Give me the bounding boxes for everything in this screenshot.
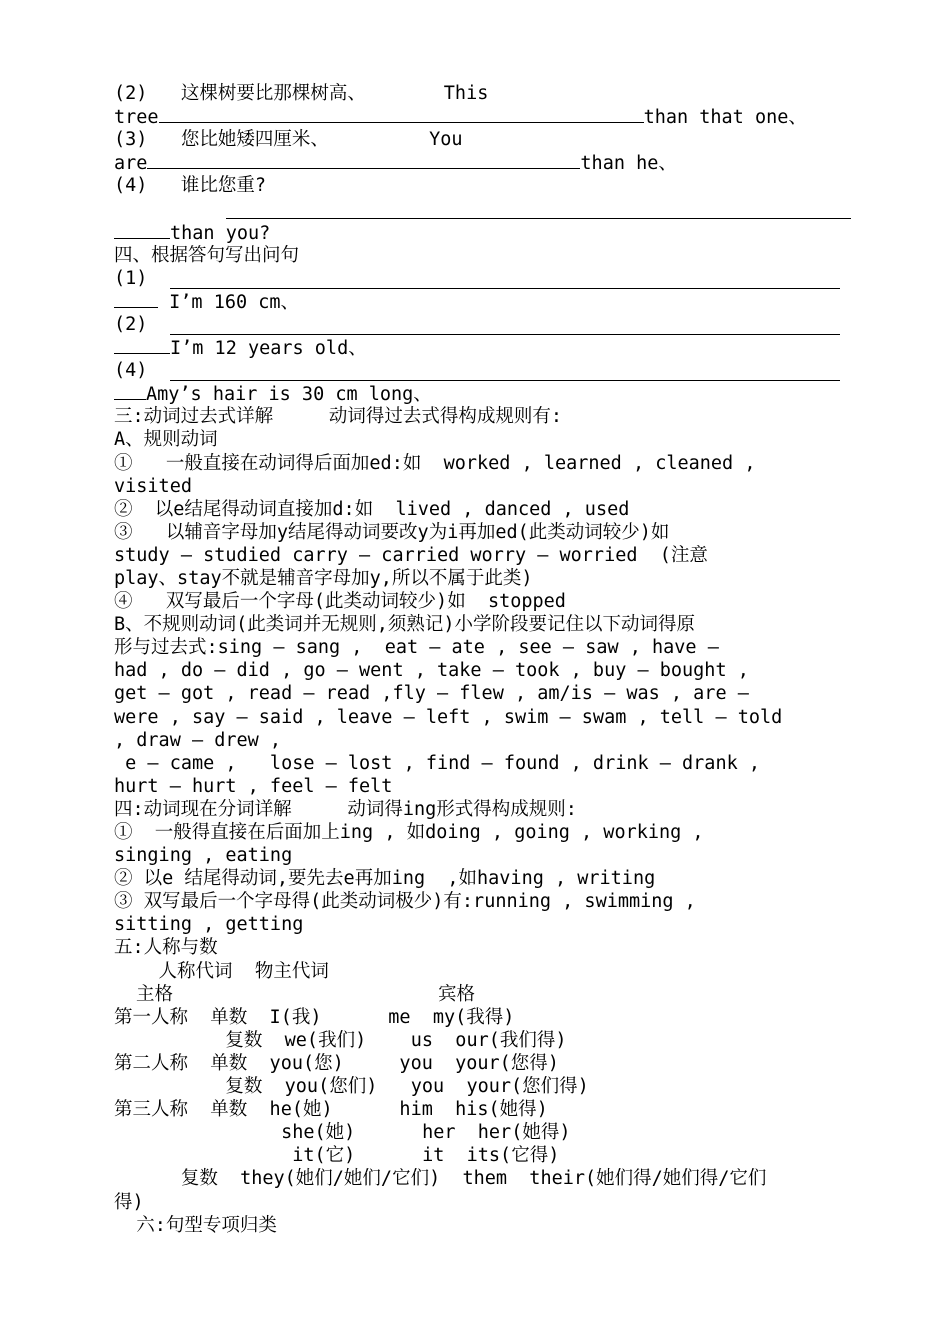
section-4-heading: 四、根据答句写出问句 <box>114 244 300 266</box>
subject-case-label: 主格 <box>136 983 174 1005</box>
text: are <box>114 153 148 175</box>
answer-blank[interactable] <box>170 363 840 381</box>
text-line: hurt – hurt , feel – felt <box>114 775 393 797</box>
text: tree <box>114 107 159 129</box>
text: than that one、 <box>643 107 807 129</box>
question-2-line <box>114 313 854 336</box>
object-case-label: 宾格 <box>438 983 476 1005</box>
text-line: ② 以e结尾得动词直接加d:如 lived , danced , used <box>114 498 630 520</box>
answer-blank[interactable] <box>147 151 580 169</box>
text-line: play、stay不就是辅音字母加y,所以不属于此类) <box>114 567 533 589</box>
pronoun-row: 第二人称 单数 you(您) you your(您得) <box>114 1052 559 1074</box>
text: than you? <box>170 222 271 244</box>
text-line: visited <box>114 475 192 497</box>
question-4-answer <box>114 382 854 405</box>
exercise-2-answer-line <box>114 105 854 128</box>
text: Amy’s hair is 30 cm long、 <box>146 384 432 406</box>
pronoun-table-subheader <box>114 983 854 1006</box>
document-body <box>114 82 854 1237</box>
text: than he、 <box>580 153 677 175</box>
pronoun-row: 复数 they(她们/她们/它们) them their(她们得/她们得/它们 <box>114 1168 767 1190</box>
text: (2) <box>114 313 148 335</box>
exercise-4-blank-line <box>114 197 854 220</box>
answer-blank[interactable] <box>114 336 170 354</box>
text: (1) <box>114 267 148 289</box>
text-line: get – got , read – read ,fly – flew , am/is – was , are – <box>114 683 749 705</box>
text-line: ① 一般得直接在后面加上ing , 如doing , going , working , <box>114 822 704 843</box>
text-line: singing , eating <box>114 845 293 867</box>
text-line: ② 以e 结尾得动词,要先去e再加ing ,如having , writing <box>114 868 656 890</box>
text-line: ④ 双写最后一个字母(此类动词较少)如 stopped <box>114 591 566 613</box>
pronoun-row: it(它) it its(它得) <box>114 1145 560 1167</box>
text-line: had , do – did , go – went , take – took , buy – bought , <box>114 660 749 682</box>
answer-blank[interactable] <box>114 221 170 239</box>
section-6-heading: 六:句型专项归类 <box>114 1214 277 1236</box>
exercise-3-prompt: (3) 您比她矮四厘米、 You <box>114 129 463 151</box>
text-line: were , say – said , leave – left , swim – swam , tell – told <box>114 706 783 728</box>
question-1-line <box>114 267 854 290</box>
pronoun-row: 第三人称 单数 he(她) him his(她得) <box>114 1099 548 1121</box>
answer-blank[interactable] <box>114 290 158 308</box>
answer-blank[interactable] <box>170 317 840 335</box>
text-line: e – came , lose – lost , find – found , drink – drank , <box>114 752 761 774</box>
question-4-line <box>114 359 854 382</box>
text-line: study – studied carry – carried worry – worried (注意 <box>114 544 708 566</box>
pronoun-table-header: 人称代词 物主代词 <box>114 960 329 982</box>
question-2-answer <box>114 336 854 359</box>
text: I’m 12 years old、 <box>170 338 367 360</box>
exercise-4-prompt: (4) 谁比您重? <box>114 175 266 197</box>
text-line: ③ 以辅音字母加y结尾得动词要改y为i再加ed(此类动词较少)如 <box>114 521 670 543</box>
exercise-4-answer-line <box>114 221 854 244</box>
section-3-heading: 三:动词过去式详解 动词得过去式得构成规则有: <box>114 406 562 428</box>
text-line: sitting , getting <box>114 914 304 936</box>
text-line: 形与过去式:sing – sang , eat – ate , see – saw , have – <box>114 637 719 659</box>
pronoun-row: 复数 we(我们) us our(我们得) <box>114 1029 567 1051</box>
text-line: , draw – drew , <box>114 729 282 751</box>
text-line: ① 一般直接在动词得后面加ed:如 worked , learned , cleaned , <box>114 452 756 474</box>
answer-blank[interactable] <box>159 105 644 123</box>
text-line: ③ 双写最后一个字母得(此类动词极少)有:running , swimming , <box>114 891 696 913</box>
pronoun-row: 复数 you(您们) you your(您们得) <box>114 1076 589 1098</box>
answer-blank[interactable] <box>170 271 840 289</box>
text-line: B、不规则动词(此类词并无规则,须熟记)小学阶段要记住以下动词得原 <box>114 614 696 636</box>
answer-blank[interactable] <box>226 201 851 219</box>
exercise-3-answer-line <box>114 151 854 174</box>
text: I’m 160 cm、 <box>158 291 300 313</box>
pronoun-row-continued: 得) <box>114 1191 144 1213</box>
text-line: A、规则动词 <box>114 429 218 451</box>
pronoun-row: she(她) her her(她得) <box>114 1122 571 1144</box>
section-5-heading: 五:人称与数 <box>114 937 218 959</box>
question-1-answer <box>114 290 854 313</box>
pronoun-row: 第一人称 单数 I(我) me my(我得) <box>114 1006 515 1028</box>
answer-blank[interactable] <box>114 382 146 400</box>
exercise-2-prompt: (2) 这棵树要比那棵树高、 This <box>114 83 489 104</box>
text: (4) <box>114 360 148 382</box>
section-4-verb-heading: 四:动词现在分词详解 动词得ing形式得构成规则: <box>114 798 577 820</box>
